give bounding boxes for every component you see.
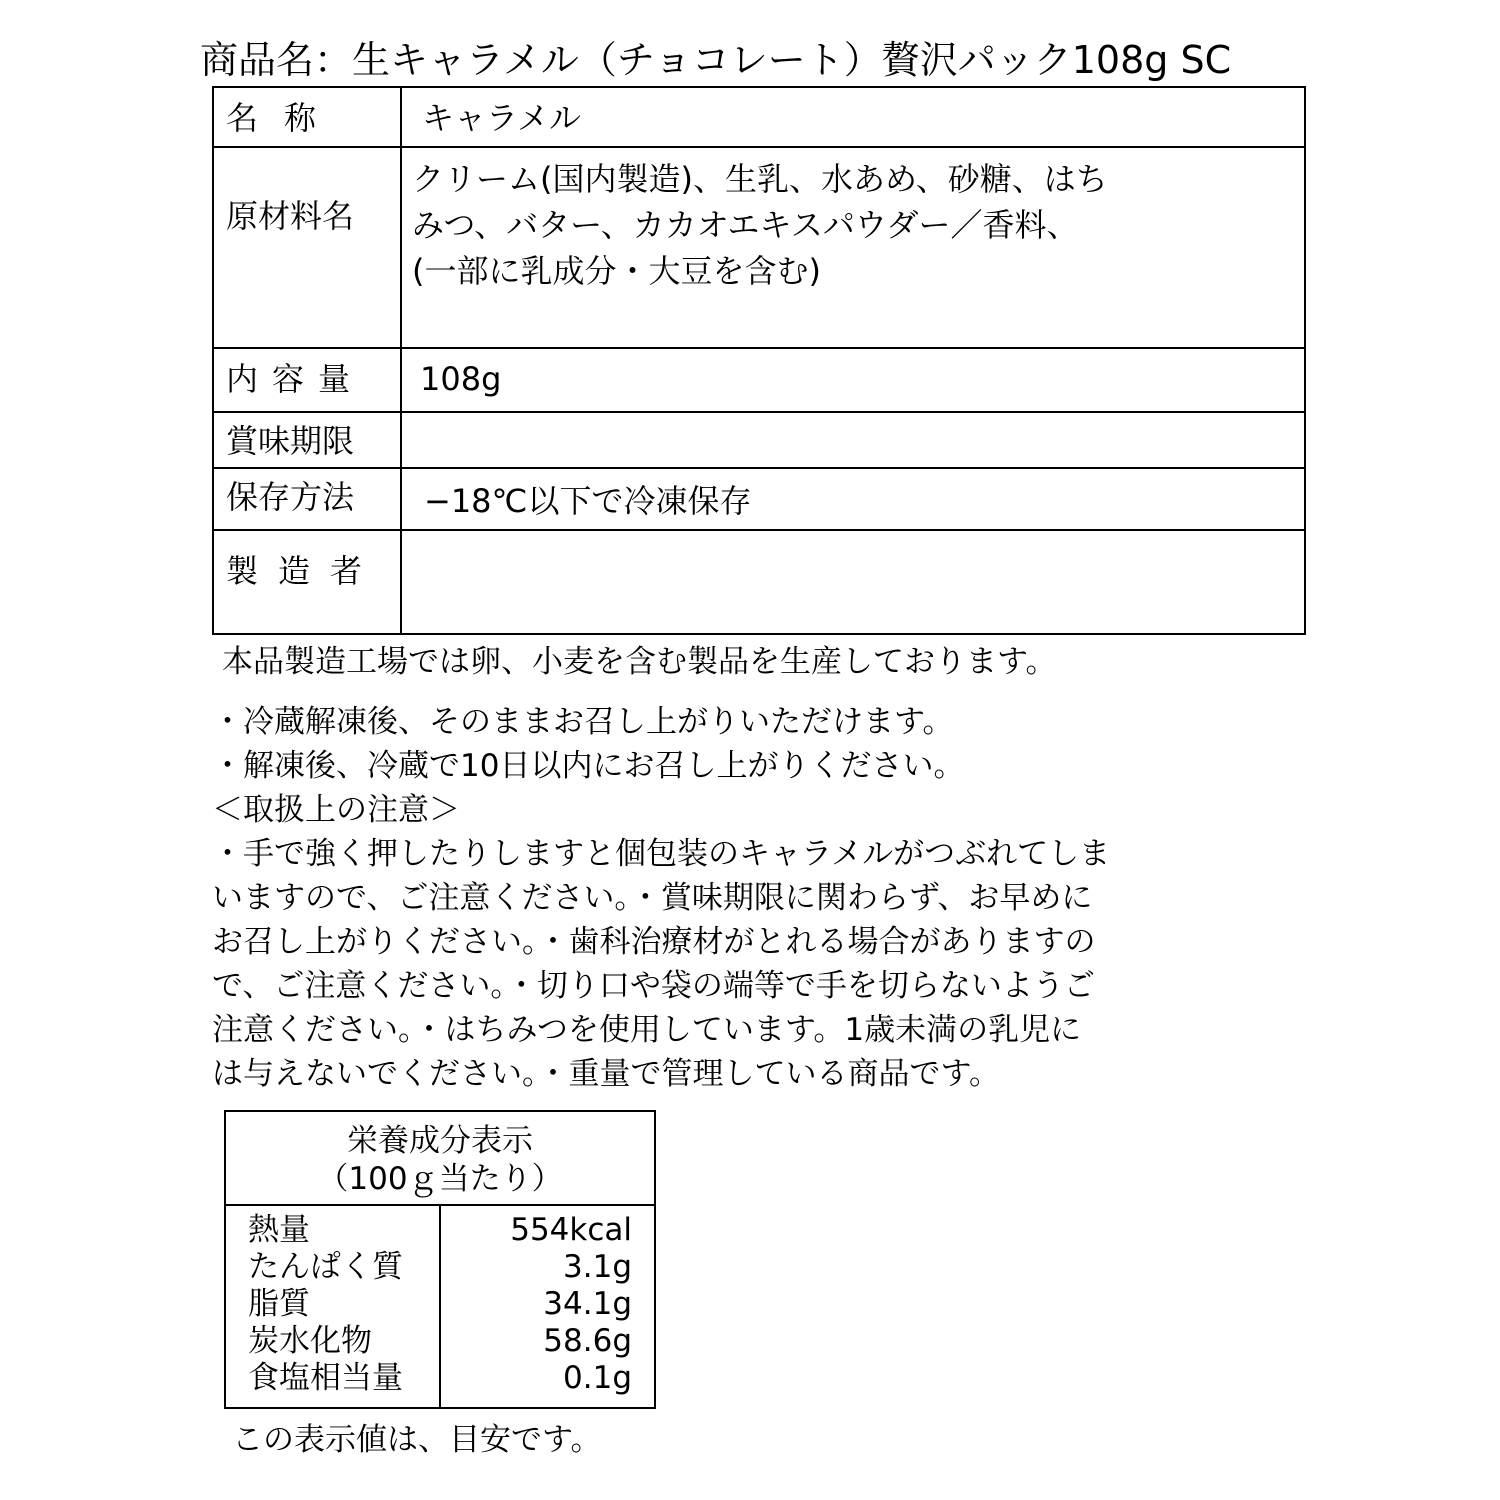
nutrition-body-row [225,1205,655,1408]
maker-value [402,531,1304,541]
spec-row-name [213,87,1305,147]
nutrition-label-carbohydrate: 炭水化物 [248,1323,372,1359]
note-line: ・手で強く押したりしますと個包装のキャラメルがつぶれてしま [212,836,1111,872]
nutrition-label-fat: 脂質 [248,1286,310,1322]
spec-row-storage [213,468,1305,530]
ingredients-label: 原材料名 [226,197,355,235]
footer-note: この表示値は、目安です。 [232,1422,602,1458]
spec-row-best-before [213,412,1305,468]
nutrition-header-row [225,1111,655,1205]
nutrition-label-protein: たんぱく質 [248,1249,403,1285]
maker-label: 製造者 [226,552,383,590]
storage-value: −18℃以下で冷凍保存 [424,482,752,520]
nutrition-subtitle: （100ｇ当たり） [317,1161,563,1197]
spec-row-contents [213,348,1305,412]
nutrition-value-energy: 554kcal [510,1212,632,1248]
ingredients-line: みつ、バター、カカオエキスパウダー／香料、 [412,206,1079,244]
contents-value: 108g [420,360,502,398]
spec-row-ingredients [213,147,1305,348]
name-value: キャラメル [422,99,582,137]
note-line: ・冷蔵解凍後、そのままお召し上がりいただけます。 [212,704,954,740]
nutrition-table [224,1110,656,1409]
allergen-note: 本品製造工場では卵、小麦を含む製品を生産しております。 [222,644,1057,680]
nutrition-label-salt: 食塩相当量 [248,1360,403,1396]
note-line: 注意ください。・はちみつを使用しています。1歳未満の乳児に [212,1012,1082,1048]
note-line: お召し上がりください。・歯科治療材がとれる場合がありますの [212,924,1096,960]
note-line: いますので、ご注意ください。・賞味期限に関わらず、お早めに [212,880,1093,916]
nutrition-title: 栄養成分表示 [347,1123,533,1159]
product-spec-table [212,86,1306,635]
product-title: 商品名：生キャラメル（チョコレート）贅沢パック108g SC [200,38,1232,82]
handling-notes [212,700,1312,1096]
nutrition-label-energy: 熱量 [248,1212,310,1248]
best-before-label: 賞味期限 [226,422,355,460]
spec-row-maker [213,530,1305,634]
storage-label: 保存方法 [226,478,355,516]
ingredients-line: (一部に乳成分・大豆を含む) [412,252,821,290]
contents-label: 内容量 [226,360,365,398]
note-line: で、ご注意ください。・切り口や袋の端等で手を切らないようご [212,968,1095,1004]
best-before-value [402,413,1304,423]
nutrition-value-protein: 3.1g [563,1249,632,1285]
nutrition-value-carbohydrate: 58.6g [543,1323,632,1359]
nutrition-value-salt: 0.1g [563,1360,632,1396]
nutrition-value-fat: 34.1g [543,1286,632,1322]
ingredients-value [402,148,1304,294]
name-label: 名称 [226,99,343,137]
note-line: は与えないでください。・重量で管理している商品です。 [212,1056,1001,1092]
nutrition-header [226,1112,654,1204]
note-line: ＜取扱上の注意＞ [212,792,460,828]
ingredients-line: クリーム(国内製造)、生乳、水あめ、砂糖、はち [412,160,1108,198]
note-line: ・解凍後、冷蔵で10日以内にお召し上がりください。 [212,748,965,784]
